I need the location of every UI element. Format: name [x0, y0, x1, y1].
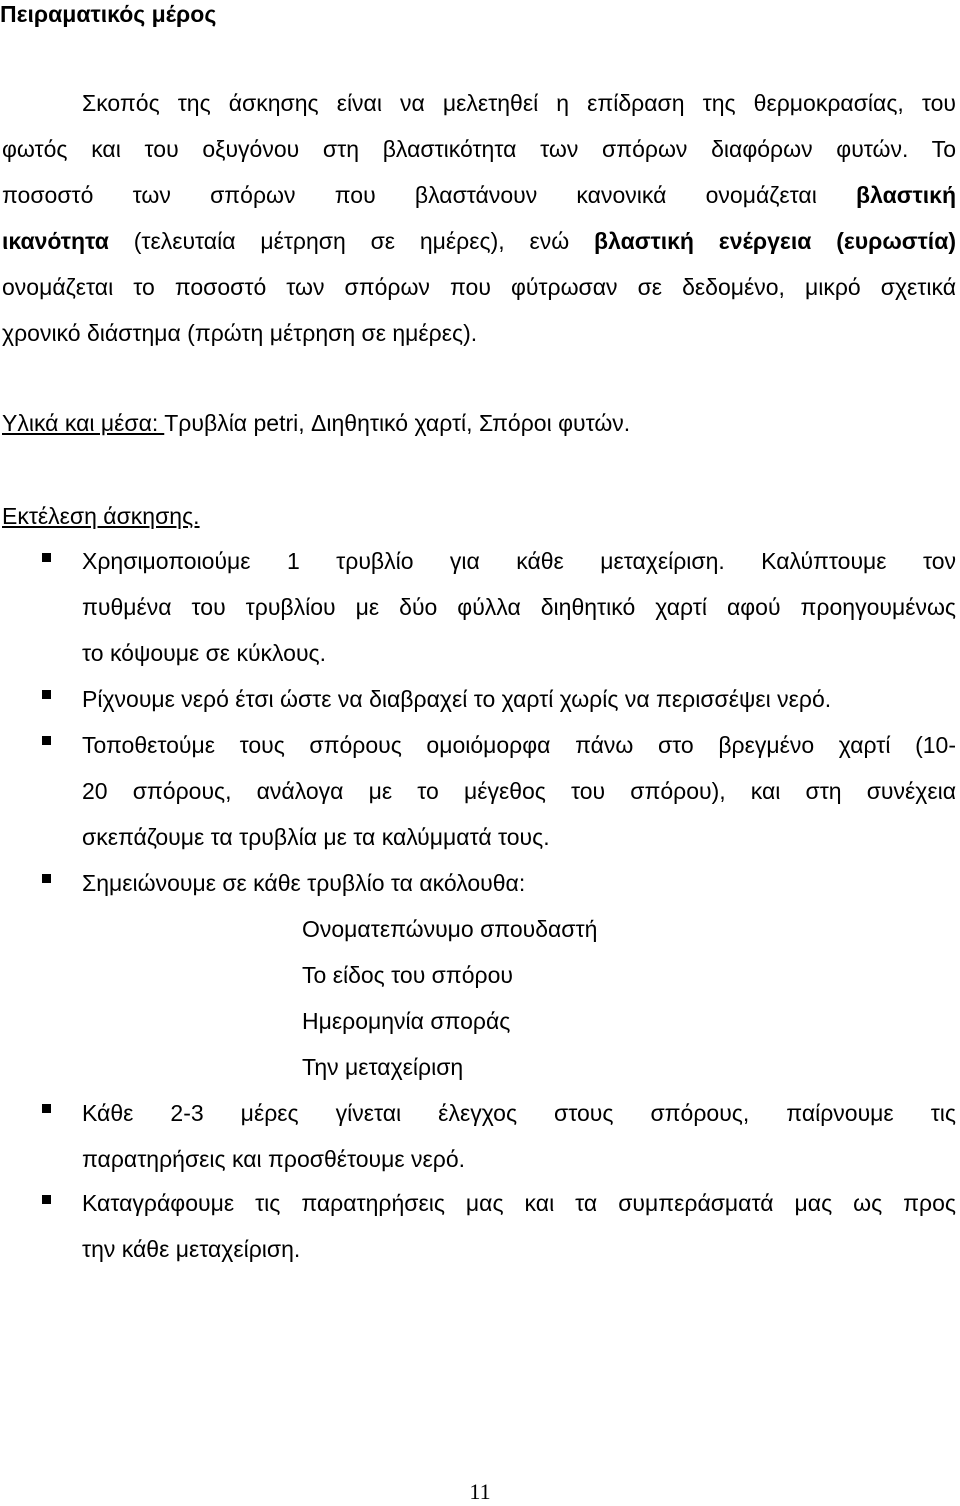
bullet-3-line-2: 20 σπόρους, ανάλογα με το μέγεθος του σπόρου), και στη συνέχεια — [82, 778, 956, 804]
intro-text: ποσοστό των σπόρων που βλαστάνουν κανονικά ονομάζεται — [2, 182, 857, 208]
bullet-6-line-1: Καταγράφουμε τις παρατηρήσεις μας και τα συμπεράσματά μας ως προς — [82, 1190, 956, 1216]
bullet-3-line-3: σκεπάζουμε τα τρυβλία με τα καλύμματά τους. — [82, 824, 550, 850]
intro-line-4 — [2, 227, 956, 255]
label-item-seed-type: Το είδος του σπόρου — [302, 962, 513, 988]
execution-heading: Εκτέλεση άσκησης. — [2, 503, 200, 529]
section-heading: Πειραματικός μέρος — [0, 1, 217, 27]
bullet-4-line-1: Σημειώνουμε σε κάθε τρυβλίο τα ακόλουθα: — [82, 870, 526, 896]
materials-label: Υλικά και μέσα: — [2, 410, 165, 436]
intro-line-3 — [2, 181, 956, 209]
materials-line — [2, 409, 630, 437]
label-item-treatment: Την μεταχείριση — [302, 1054, 464, 1080]
intro-line-6: χρονικό διάστημα (πρώτη μέτρηση σε ημέρες). — [2, 320, 478, 346]
intro-line-2: φωτός και του οξυγόνου στη βλαστικότητα των σπόρων διαφόρων φυτών. Το — [2, 136, 956, 162]
materials-text: Τρυβλία petri, Διηθητικό χαρτί, Σπόροι φυτών. — [164, 410, 631, 436]
bullet-1-line-1: Χρησιμοποιούμε 1 τρυβλίο για κάθε μεταχείριση. Καλύπτουμε τον — [82, 548, 956, 574]
bullet-6-line-2: την κάθε μεταχείριση. — [82, 1236, 301, 1262]
bullet-square-icon — [42, 736, 51, 745]
bullet-1-line-3: το κόψουμε σε κύκλους. — [82, 640, 327, 666]
bullet-square-icon — [42, 553, 51, 562]
bullet-5-line-1: Κάθε 2-3 μέρες γίνεται έλεγχος στους σπόρους, παίρνουμε τις — [82, 1100, 956, 1126]
bullet-5-line-2: παρατηρήσεις και προσθέτουμε νερό. — [82, 1146, 466, 1172]
intro-line-5: ονομάζεται το ποσοστό των σπόρων που φύτρωσαν σε δεδομένο, μικρό σχετικά — [2, 274, 956, 300]
bullet-1-line-2: πυθμένα του τρυβλίου με δύο φύλλα διηθητικό χαρτί αφού προηγουμένως — [82, 594, 956, 620]
bullet-square-icon — [42, 1195, 51, 1204]
bullet-square-icon — [42, 874, 51, 883]
label-item-name: Ονοματεπώνυμο σπουδαστή — [302, 916, 598, 942]
bullet-2-line-1: Ρίχνουμε νερό έτσι ώστε να διαβραχεί το χαρτί χωρίς να περισσέψει νερό. — [82, 686, 832, 712]
label-item-sowing-date: Ημερομηνία σποράς — [302, 1008, 511, 1034]
page-number: 11 — [469, 1479, 491, 1504]
term-germination-energy: βλαστική ενέργεια (ευρωστία) — [594, 228, 956, 254]
intro-line-1: Σκοπός της άσκησης είναι να μελετηθεί η επίδραση της θερμοκρασίας, του — [82, 90, 956, 116]
bullet-square-icon — [42, 1104, 51, 1113]
bullet-square-icon — [42, 690, 51, 699]
term-germination-capacity-2: ικανότητα — [2, 228, 109, 254]
term-germination-capacity-1: βλαστική — [856, 182, 956, 208]
intro-text: (τελευταία μέτρηση σε ημέρες), ενώ — [108, 228, 595, 254]
bullet-3-line-1: Τοποθετούμε τους σπόρους ομοιόμορφα πάνω στο βρεγμένο χαρτί (10- — [82, 732, 956, 758]
